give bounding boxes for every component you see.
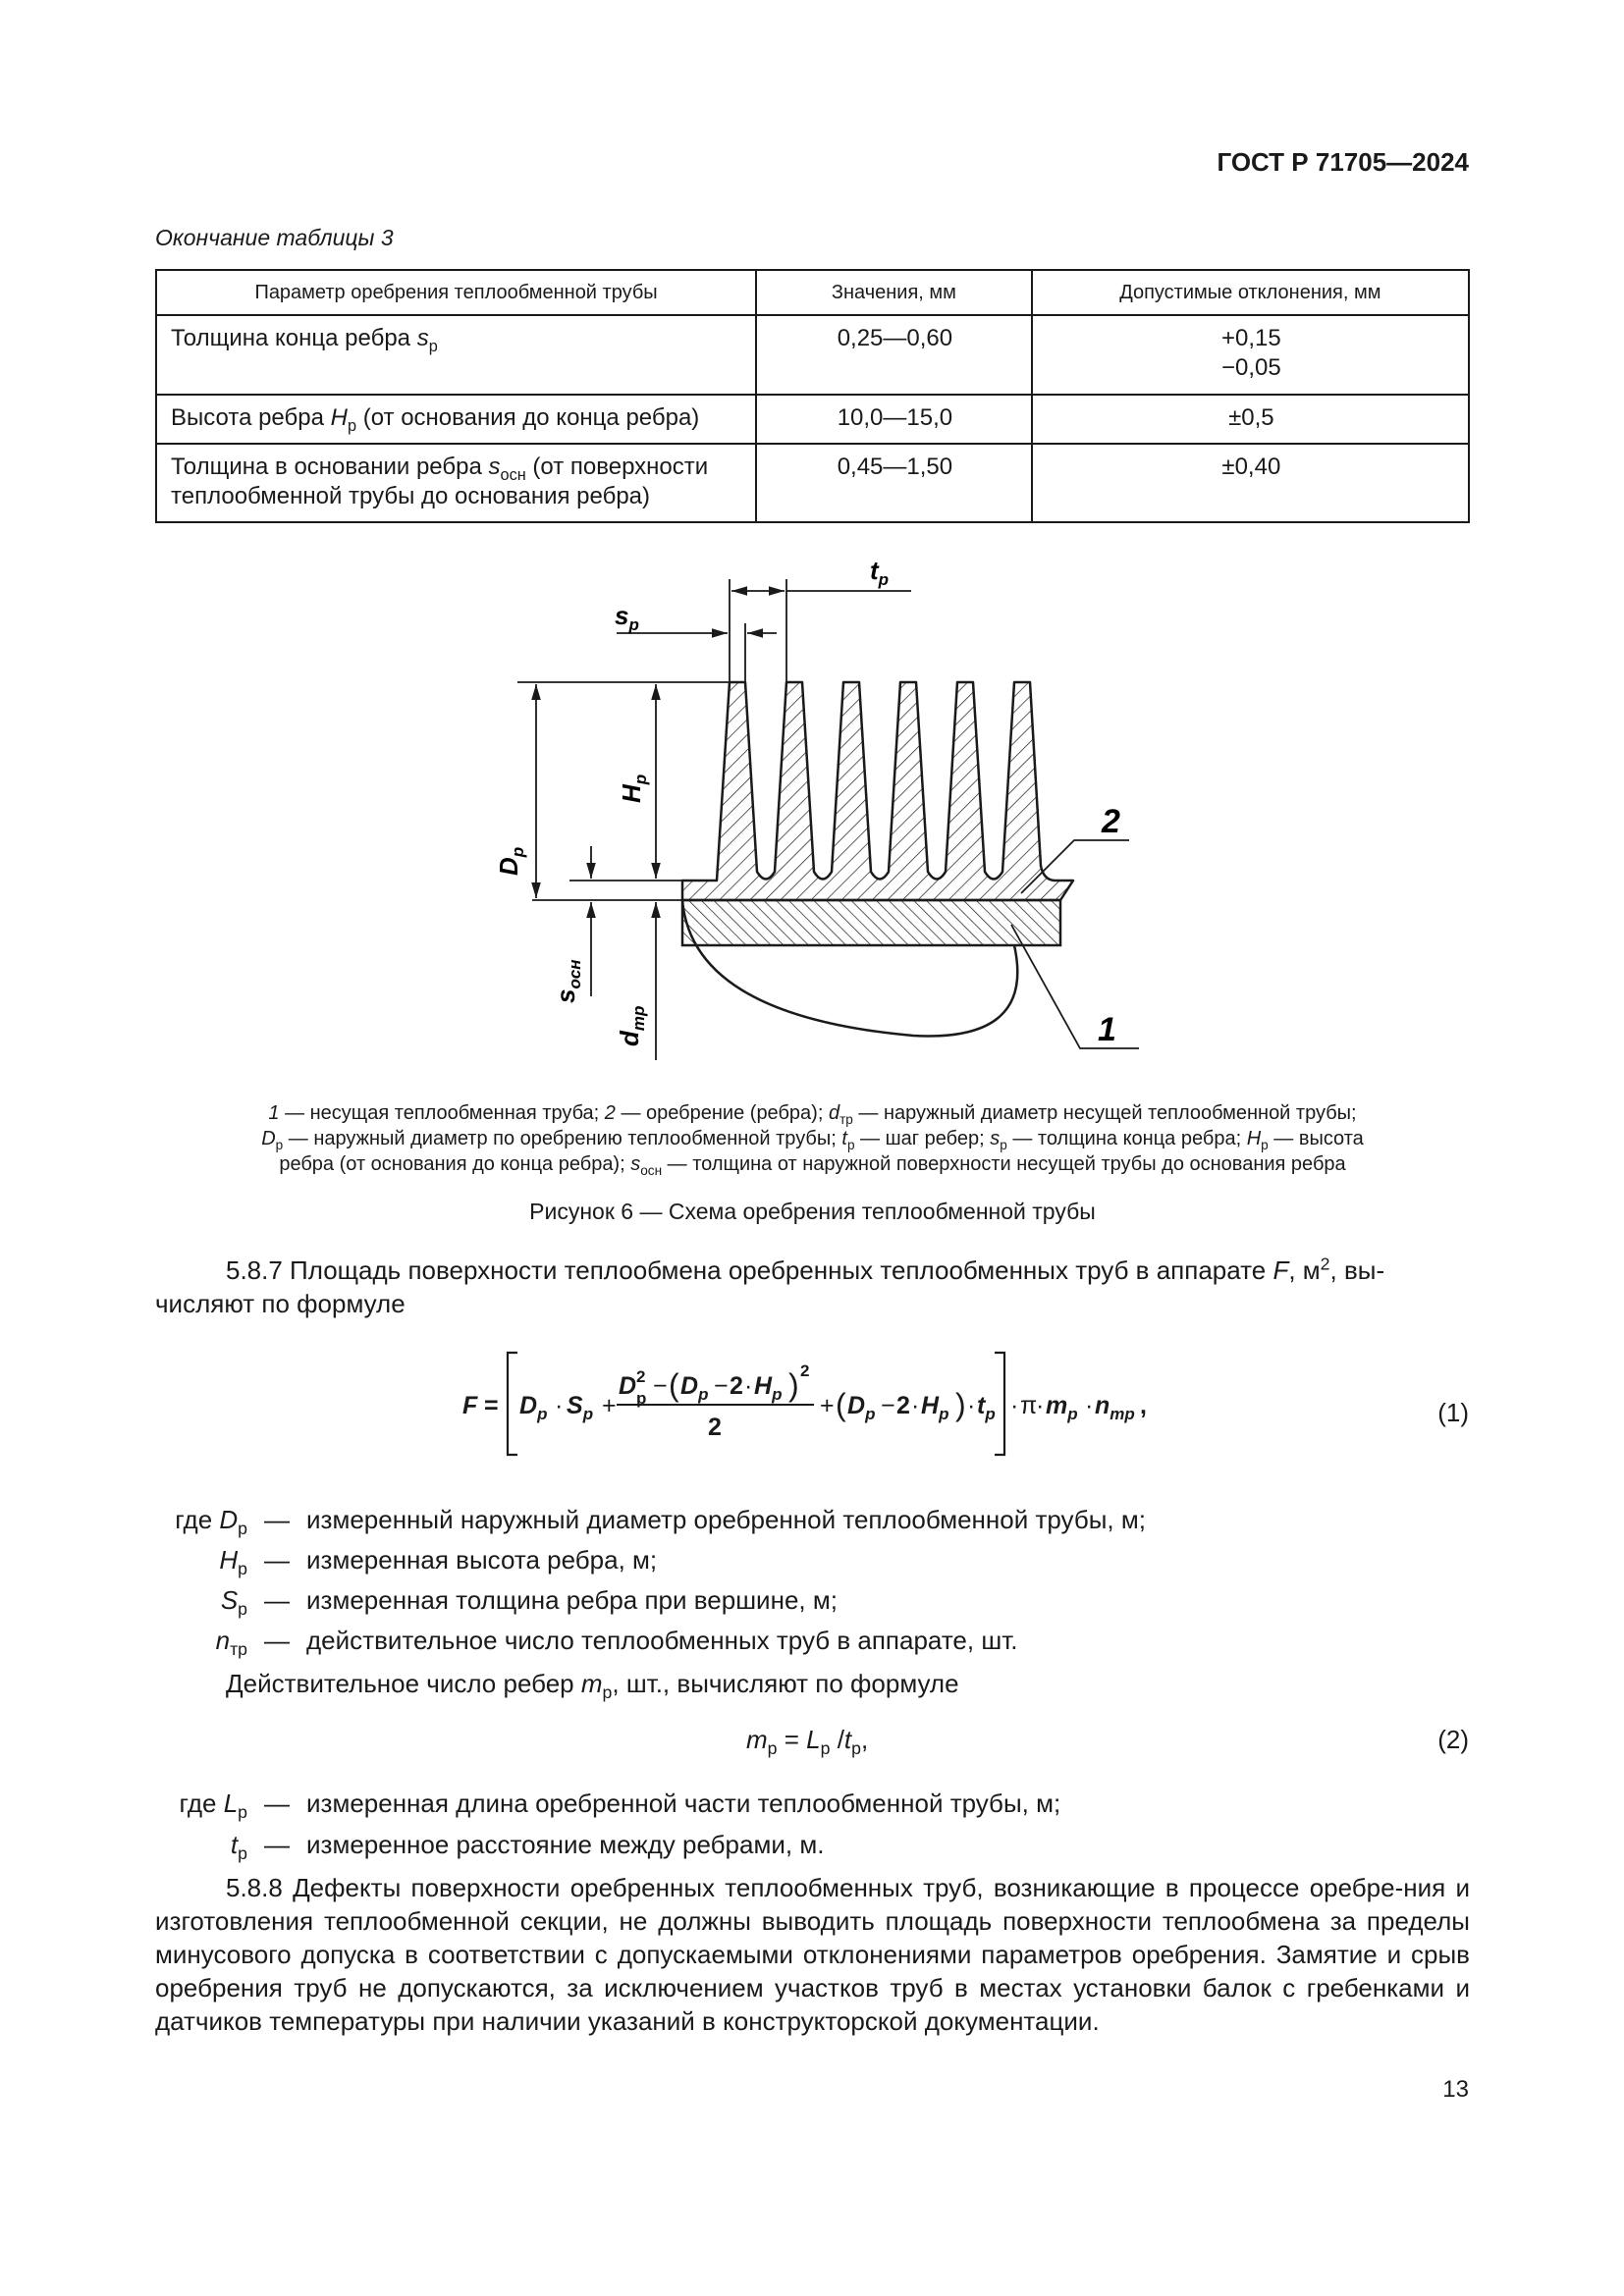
- equation-number-1: (1): [1437, 1398, 1469, 1427]
- svg-text:tр: $t_р$: [977, 1392, 996, 1423]
- param-cell: Толщина конца ребра $s_р$: [156, 315, 756, 395]
- label-hp: $H_р$: [617, 774, 650, 803]
- svg-text:−: −: [714, 1372, 729, 1400]
- svg-text:(: (: [669, 1367, 679, 1403]
- svg-text:Dр: $D_р$: [847, 1392, 876, 1423]
- equation-number-2: (2): [1437, 1725, 1469, 1754]
- label-sp: $s_р$: [615, 601, 639, 634]
- page-number: 13: [1442, 2076, 1469, 2103]
- svg-text:Dр: $D_р$: [680, 1372, 709, 1404]
- svg-text:nтр: $n_{тр}$: [1095, 1392, 1135, 1423]
- definition-item: $H_р$ — измеренная высота ребра, м;: [219, 1545, 658, 1579]
- svg-text:F: F: [462, 1392, 478, 1419]
- svg-text:2: 2: [896, 1392, 910, 1419]
- fin-scheme-figure: [481, 545, 1168, 1075]
- value-cell: 10,0—15,0: [756, 395, 1032, 444]
- label-tp: $t_р$: [870, 556, 890, 589]
- svg-text:·: ·: [967, 1392, 976, 1419]
- definition-item: $n_{тр}$ — действительное число теплообменных труб в аппарате, шт.: [215, 1626, 1018, 1660]
- fin-profile: [682, 682, 1073, 900]
- table-row: [156, 444, 1469, 522]
- svg-text:2: 2: [730, 1372, 743, 1400]
- svg-text:+: +: [820, 1392, 835, 1419]
- svg-text:(: (: [836, 1387, 846, 1422]
- label-dtr: $d_{тр}$: [615, 1005, 648, 1046]
- fin-parameters-table: [155, 269, 1470, 523]
- svg-text:Hр: $H_р$: [921, 1392, 949, 1423]
- tolerance-cell: ±0,5: [1032, 395, 1469, 444]
- tolerance-cell: ±0,40: [1032, 444, 1469, 522]
- svg-text:·: ·: [1036, 1392, 1045, 1419]
- svg-text:·: ·: [911, 1392, 920, 1419]
- svg-text:+: +: [602, 1392, 617, 1419]
- param-cell: Толщина в основании ребра $s_{осн}$ (от поверхности теплообменной трубы до основания ребра): [156, 444, 756, 522]
- callout-2: 2: [1102, 803, 1120, 840]
- svg-text:·: ·: [1085, 1392, 1094, 1419]
- svg-text:−: −: [881, 1392, 895, 1419]
- svg-text:р: р: [636, 1389, 647, 1408]
- formula-1: [457, 1345, 1164, 1463]
- figure-legend: 1 — несущая теплообменная труба; 2 — оребрение (ребра); $d_{тр}$ — наружный диаметр несущей теплообменной трубы; $D_р$ — наружный диаметр по оребрению теплообменной трубы; $t_р$ — шаг ребер; $s_р$ — толщина конца ребра; $H_р$ — высота ребра (от основания до конца ребра); $s_{осн}$ — толщина от наружной поверхности несущей трубы до основания ребра: [261, 1102, 1364, 1178]
- table-continuation-caption: Окончание таблицы 3: [155, 225, 394, 250]
- svg-text:2: 2: [708, 1414, 722, 1441]
- svg-text:=: =: [484, 1392, 499, 1419]
- svg-text:·: ·: [744, 1372, 753, 1400]
- table-header-row: [156, 270, 1469, 315]
- pipe-wall-section: [682, 900, 1060, 945]
- svg-text:π: π: [1020, 1392, 1038, 1419]
- definition-item: где $D_р$ — измеренный наружный диаметр оребренной теплообменной трубы, м;: [175, 1505, 1146, 1539]
- svg-text:Hр: $H_р$: [754, 1372, 783, 1404]
- svg-text:·: ·: [555, 1392, 564, 1419]
- svg-text:Sр: $S_р$: [567, 1392, 594, 1423]
- svg-text:D: D: [619, 1372, 637, 1400]
- value-cell: 0,25—0,60: [756, 315, 1032, 395]
- value-cell: 0,45—1,50: [756, 444, 1032, 522]
- paragraph-5-8-8: 5.8.8 Дефекты поверхности оребренных теплообменных труб, возникающие в процессе оребре-ния и изготовления теплообменной секции, не должны выводить площадь поверхности теплообмена за пределы минусового допуска в соответствии с допускаемыми отклонениями параметров оребрения. Замятие и срыв оребрения труб не допускаются, за исключением участков труб в местах установки балок с гребенками и датчиков температуры при наличии указаний в конструкторской документации.: [155, 1873, 1470, 2036]
- table-header-cell: Значения, мм: [756, 270, 1032, 315]
- document-header: ГОСТ Р 71705—2024: [1217, 147, 1469, 177]
- label-dp: $D_р$: [494, 846, 527, 876]
- svg-text:Dр: $D_р$: [519, 1392, 548, 1423]
- table-header-cell: Параметр оребрения теплообменной трубы: [156, 270, 756, 315]
- definition-item: $S_р$ — измеренная толщина ребра при вершине, м;: [220, 1585, 838, 1620]
- param-cell: Высота ребра $H_р$ (от основания до конца ребра): [156, 395, 756, 444]
- tolerance-cell: +0,15 −0,05: [1032, 315, 1469, 395]
- svg-text:2: 2: [636, 1367, 646, 1386]
- paragraph-5-8-7: 5.8.7 Площадь поверхности теплообмена оребренных теплообменных труб в аппарате F, $м^2$, вы- числяют по формуле: [155, 1254, 1385, 1318]
- svg-text:mр: $m_р$: [1046, 1392, 1078, 1423]
- svg-text:2: 2: [800, 1362, 810, 1380]
- svg-text:): ): [788, 1367, 799, 1403]
- svg-text:·: ·: [1010, 1392, 1019, 1419]
- definition-item: $t_р$ — измеренное расстояние между ребрами, м.: [230, 1830, 825, 1864]
- callout-1: 1: [1098, 1011, 1116, 1048]
- svg-text:−: −: [653, 1372, 668, 1400]
- formula-2: $m_р = L_р$ $/t_р$,: [746, 1725, 869, 1759]
- figure-title: Рисунок 6 — Схема оребрения теплообменной трубы: [529, 1199, 1096, 1224]
- paragraph-fin-count: Действительное число ребер $m_р$, шт., вычисляют по формуле: [226, 1669, 959, 1703]
- svg-text:): ): [955, 1387, 966, 1422]
- table-row: [156, 315, 1469, 395]
- table-row: [156, 395, 1469, 444]
- label-sosn: $s_{осн}$: [551, 959, 584, 1003]
- svg-text:,: ,: [1140, 1392, 1147, 1419]
- table-header-cell: Допустимые отклонения, мм: [1032, 270, 1469, 315]
- definition-item: где $L_р$ — измеренная длина оребренной части теплообменной трубы, м;: [179, 1789, 1061, 1823]
